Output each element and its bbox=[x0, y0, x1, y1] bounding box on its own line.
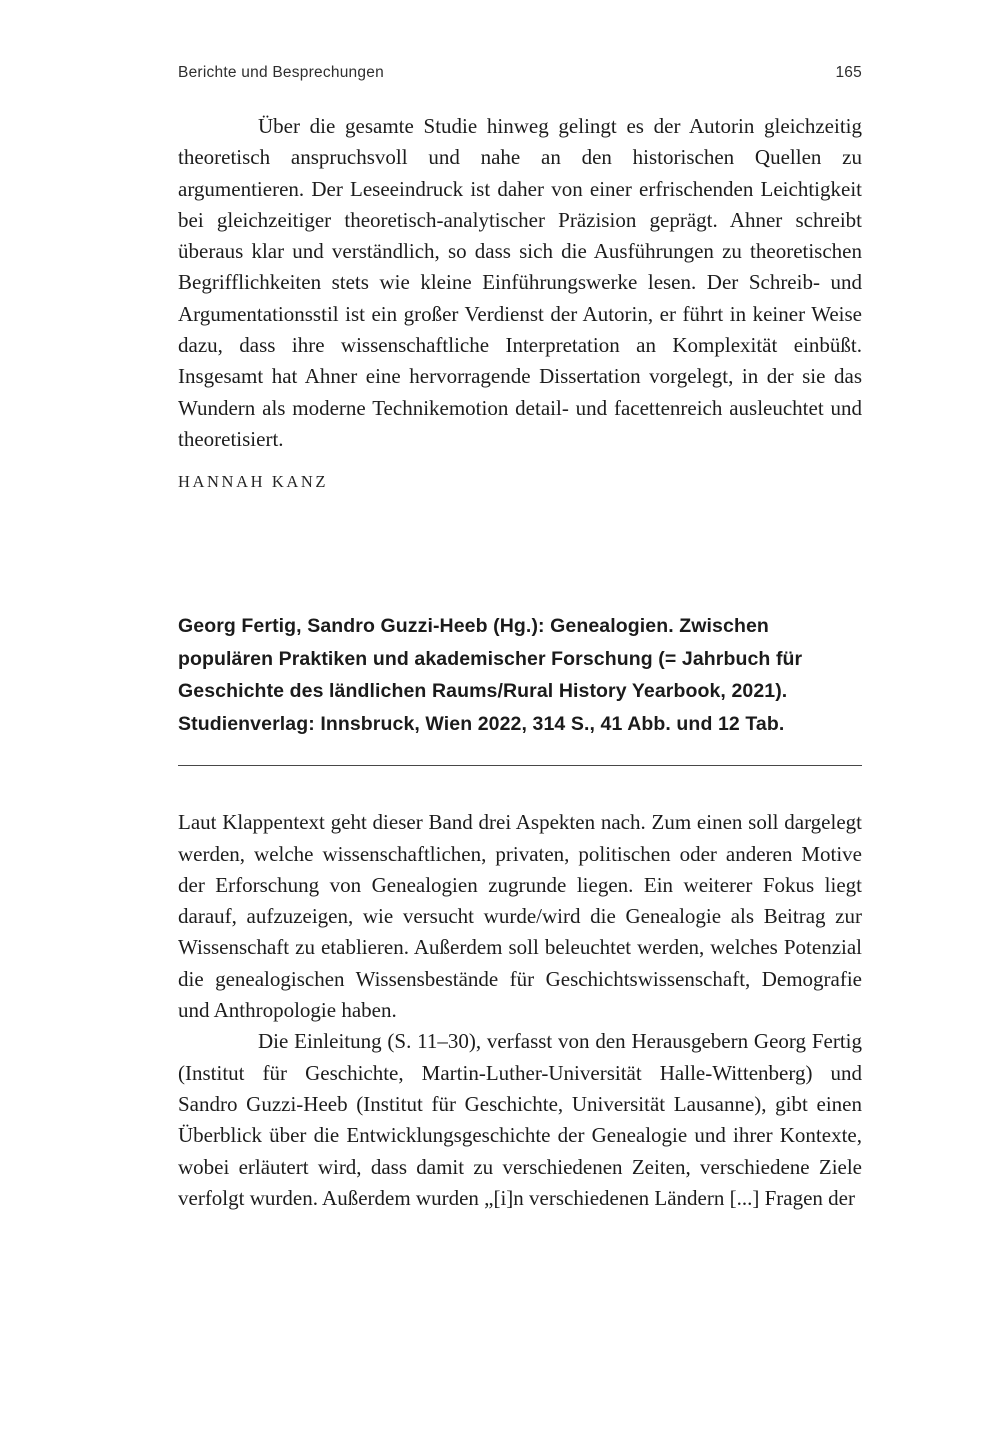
review-paragraph-2: Die Einleitung (S. 11–30), verfasst von den Herausgebern Georg Fertig (Institut für Geschichte, Martin-Luther-Universität Halle-Wittenberg) und Sandro Guzzi-Heeb (Institut für Geschichte, Universität Lausanne), gibt einen Überblick über die Entwicklungsgeschichte der Genealogie und ihrer Kontexte, wobei erläutert wird, dass damit zu verschiedenen Zeiten, verschiedene Ziele verfolgt wurden. Außerdem wurden „[i]n verschiedenen Ländern [...] Fragen der bbox=[178, 1029, 862, 1210]
page-content bbox=[178, 111, 862, 1214]
running-head bbox=[178, 0, 862, 82]
section-title: Berichte und Besprechungen bbox=[178, 64, 384, 81]
review-heading: Georg Fertig, Sandro Guzzi-Heeb (Hg.): Genealogien. Zwischen populären Praktiken und akademischer Forschung (= Jahrbuch für Geschichte des ländlichen Raums/Rural History Yearbook, 2021). Studienverlag: Innsbruck, Wien 2022, 314 S., 41 Abb. und 12 Tab. bbox=[178, 615, 803, 735]
review-paragraph-1: Laut Klappentext geht dieser Band drei Aspekten nach. Zum einen soll dargelegt werden, welche wissenschaftlichen, privaten, politischen oder anderen Motive der Erforschung von Genealogien zugrunde liegen. Ein weiterer Fokus liegt darauf, aufzuzeigen, wie versucht wurde/wird die Genealogie als Beitrag zur Wissenschaft zu etablieren. Außerdem soll beleuchtet werden, welches Potenzial die genealogischen Wissensbestände für Geschichtswissenschaft, Demografie und Anthropologie haben. bbox=[178, 810, 862, 1023]
section-divider bbox=[178, 765, 862, 766]
previous-review-closing-paragraph: Über die gesamte Studie hinweg gelingt es der Autorin gleichzeitig theoretisch anspruchsvoll und nahe an den historischen Quellen zu argumentieren. Der Leseeindruck ist daher von einer erfrischenden Leichtigkeit bei gleichzeitiger theoretisch-analytischer Präzision geprägt. Ahner schreibt überaus klar und verständlich, so dass sich die Ausführungen zu theoretischen Begrifflichkeiten stets wie kleine Einführungswerke lesen. Der Schreib- und Argumentationsstil ist ein großer Verdienst der Autorin, er führt in keiner Weise dazu, dass ihre wissenschaftliche Interpretation an Komplexität einbüßt. Insgesamt hat Ahner eine hervorragende Dissertation vorgelegt, in der sie das Wundern als moderne Technikemotion detail- und facettenreich ausleuchtet und theoretisiert. bbox=[178, 114, 862, 451]
previous-review-author: HANNAH KANZ bbox=[178, 472, 329, 492]
page-number: 165 bbox=[835, 64, 862, 81]
